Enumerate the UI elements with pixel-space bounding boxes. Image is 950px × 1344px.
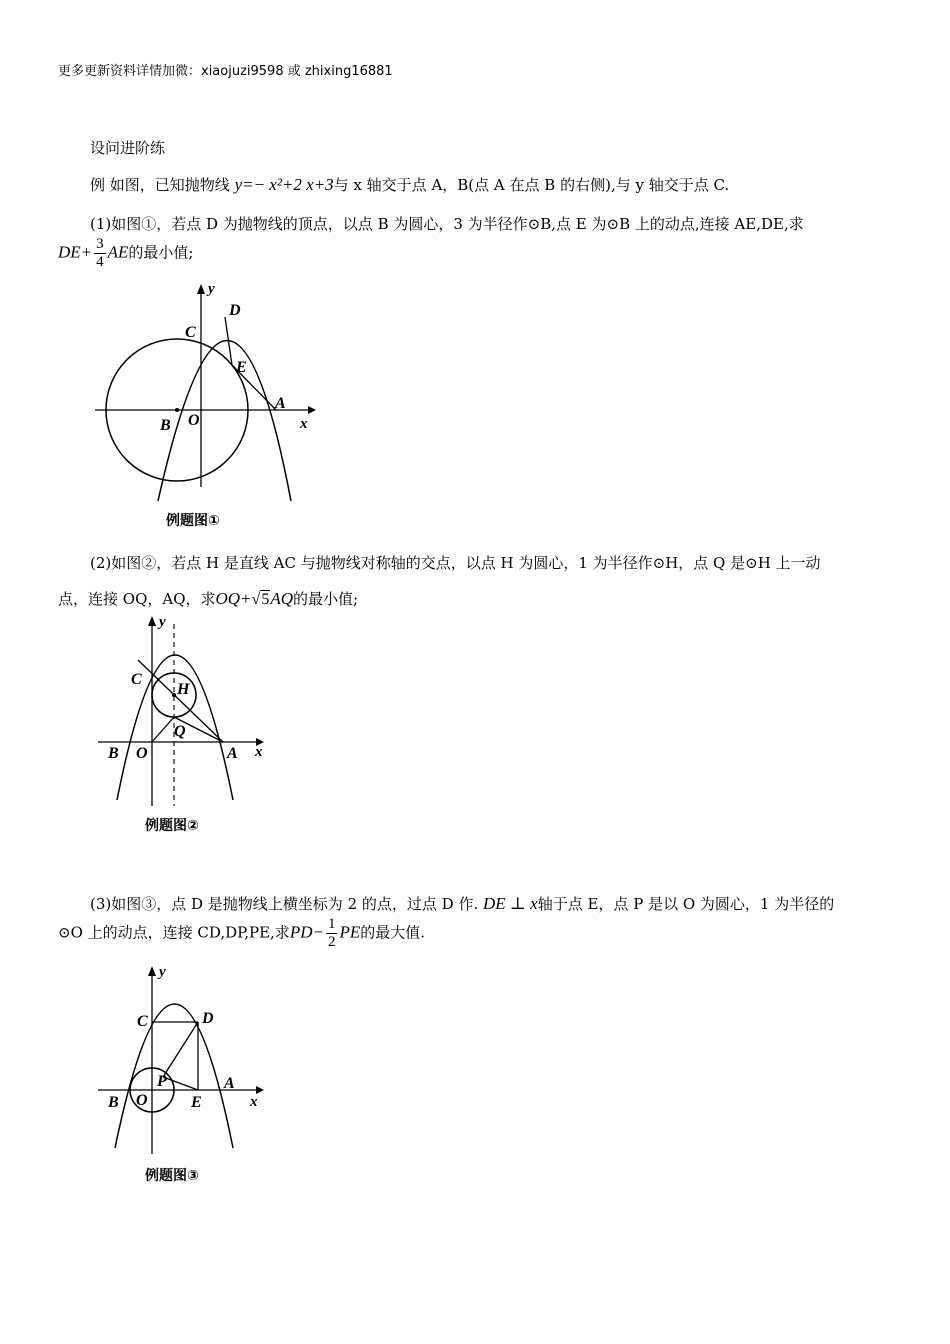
q2-line1: (2)如图②，若点 H 是直线 AC 与抛物线对称轴的交点，以点 H 为圆心，1 为半径作⊙H，点 Q 是⊙H 上一动 bbox=[90, 554, 821, 572]
q1-frac-den: 4 bbox=[96, 254, 104, 270]
fig3-label-a: A bbox=[224, 1075, 235, 1092]
fig3-label-d: D bbox=[202, 1010, 214, 1027]
q3-line1-suffix: 轴于点 E，点 P 是以 O 为圆心，1 为半径的 bbox=[537, 895, 835, 913]
q2-expr-b: AQ bbox=[270, 589, 293, 608]
q3-frac-den: 2 bbox=[327, 934, 336, 950]
fig1-label-x: x bbox=[300, 416, 308, 432]
section-title: 设问进阶练 bbox=[90, 139, 166, 157]
q2-prefix: 点，连接 OQ，AQ，求 bbox=[58, 590, 216, 608]
fig2-caption: 例题图② bbox=[145, 818, 199, 834]
fig3-label-x: x bbox=[250, 1094, 258, 1110]
example-intro bbox=[90, 174, 729, 195]
fig1-label-c: C bbox=[185, 324, 196, 341]
q1-suffix: 的最小值; bbox=[128, 243, 194, 262]
fig2-label-x: x bbox=[255, 744, 263, 760]
q3-line1-expr: DE ⊥ x bbox=[483, 894, 538, 913]
fig3-label-b: B bbox=[108, 1094, 119, 1111]
q1-expr-b: AE bbox=[107, 242, 129, 262]
q3-suffix: 的最大值. bbox=[360, 923, 426, 942]
fig1-label-b: B bbox=[160, 417, 171, 434]
parabola-equation: y=− x²+2 x+3 bbox=[234, 175, 334, 194]
q2-suffix: 的最小值; bbox=[292, 590, 359, 608]
fig1-label-y: y bbox=[208, 281, 215, 297]
q1-frac-num: 3 bbox=[96, 236, 104, 252]
q3-line1-prefix: (3)如图③，点 D 是抛物线上横坐标为 2 的点，过点 D 作. bbox=[90, 895, 479, 913]
fig1-label-d: D bbox=[229, 302, 241, 319]
q2-expr-a: OQ+ bbox=[215, 589, 252, 608]
q3-expr-b: PE bbox=[339, 922, 361, 942]
q3-line1 bbox=[90, 893, 834, 914]
figure-1 bbox=[90, 280, 330, 532]
q1-line1: (1)如图①，若点 D 为抛物线的顶点，以点 B 为圆心，3 为半径作⊙B,点 E 为⊙B 上的动点,连接 AE,DE,求 bbox=[90, 215, 804, 233]
fig2-label-c: C bbox=[131, 671, 142, 688]
figure-2 bbox=[90, 610, 280, 842]
q3-line2 bbox=[58, 916, 425, 951]
q2-sqrt: √5 bbox=[251, 591, 270, 608]
fig2-label-b: B bbox=[108, 745, 119, 762]
page-header: 更多更新资料详情加微：xiaojuzi9598 或 zhixing16881 bbox=[58, 64, 393, 79]
fig2-label-h: H bbox=[177, 681, 190, 698]
fig2-label-o: O bbox=[136, 745, 148, 762]
fig2-label-q: Q bbox=[174, 723, 186, 740]
q3-fraction bbox=[326, 916, 338, 951]
q1-line2 bbox=[58, 236, 193, 271]
fig1-label-e: E bbox=[236, 359, 247, 376]
intro-suffix: 与 x 轴交于点 A，B(点 A 在点 B 的右侧),与 y 轴交于点 C. bbox=[333, 176, 730, 194]
fig3-label-y: y bbox=[159, 964, 166, 980]
fig3-label-p: P bbox=[157, 1073, 167, 1090]
q1-expr-a: DE+ bbox=[58, 242, 93, 262]
q1-fraction bbox=[94, 236, 106, 271]
fig2-label-a: A bbox=[227, 745, 238, 762]
fig3-caption: 例题图③ bbox=[145, 1168, 199, 1184]
q3-line2-prefix: ⊙O 上的动点，连接 CD,DP,PE,求 bbox=[58, 923, 290, 942]
fig1-label-o: O bbox=[188, 412, 200, 429]
fig1-label-a: A bbox=[275, 395, 286, 412]
q2-sqrt-value: 5 bbox=[261, 591, 270, 608]
fig3-label-e: E bbox=[191, 1094, 202, 1111]
figure-3 bbox=[90, 960, 280, 1192]
fig2-label-y: y bbox=[159, 614, 166, 630]
fig3-label-o: O bbox=[136, 1092, 148, 1109]
q3-expr-a: PD− bbox=[289, 922, 324, 942]
fig1-caption: 例题图① bbox=[166, 513, 220, 529]
q3-frac-num: 1 bbox=[327, 916, 336, 932]
intro-prefix: 例 如图，已知抛物线 bbox=[90, 176, 230, 194]
fig3-label-c: C bbox=[137, 1013, 148, 1030]
q2-line2 bbox=[58, 588, 358, 609]
